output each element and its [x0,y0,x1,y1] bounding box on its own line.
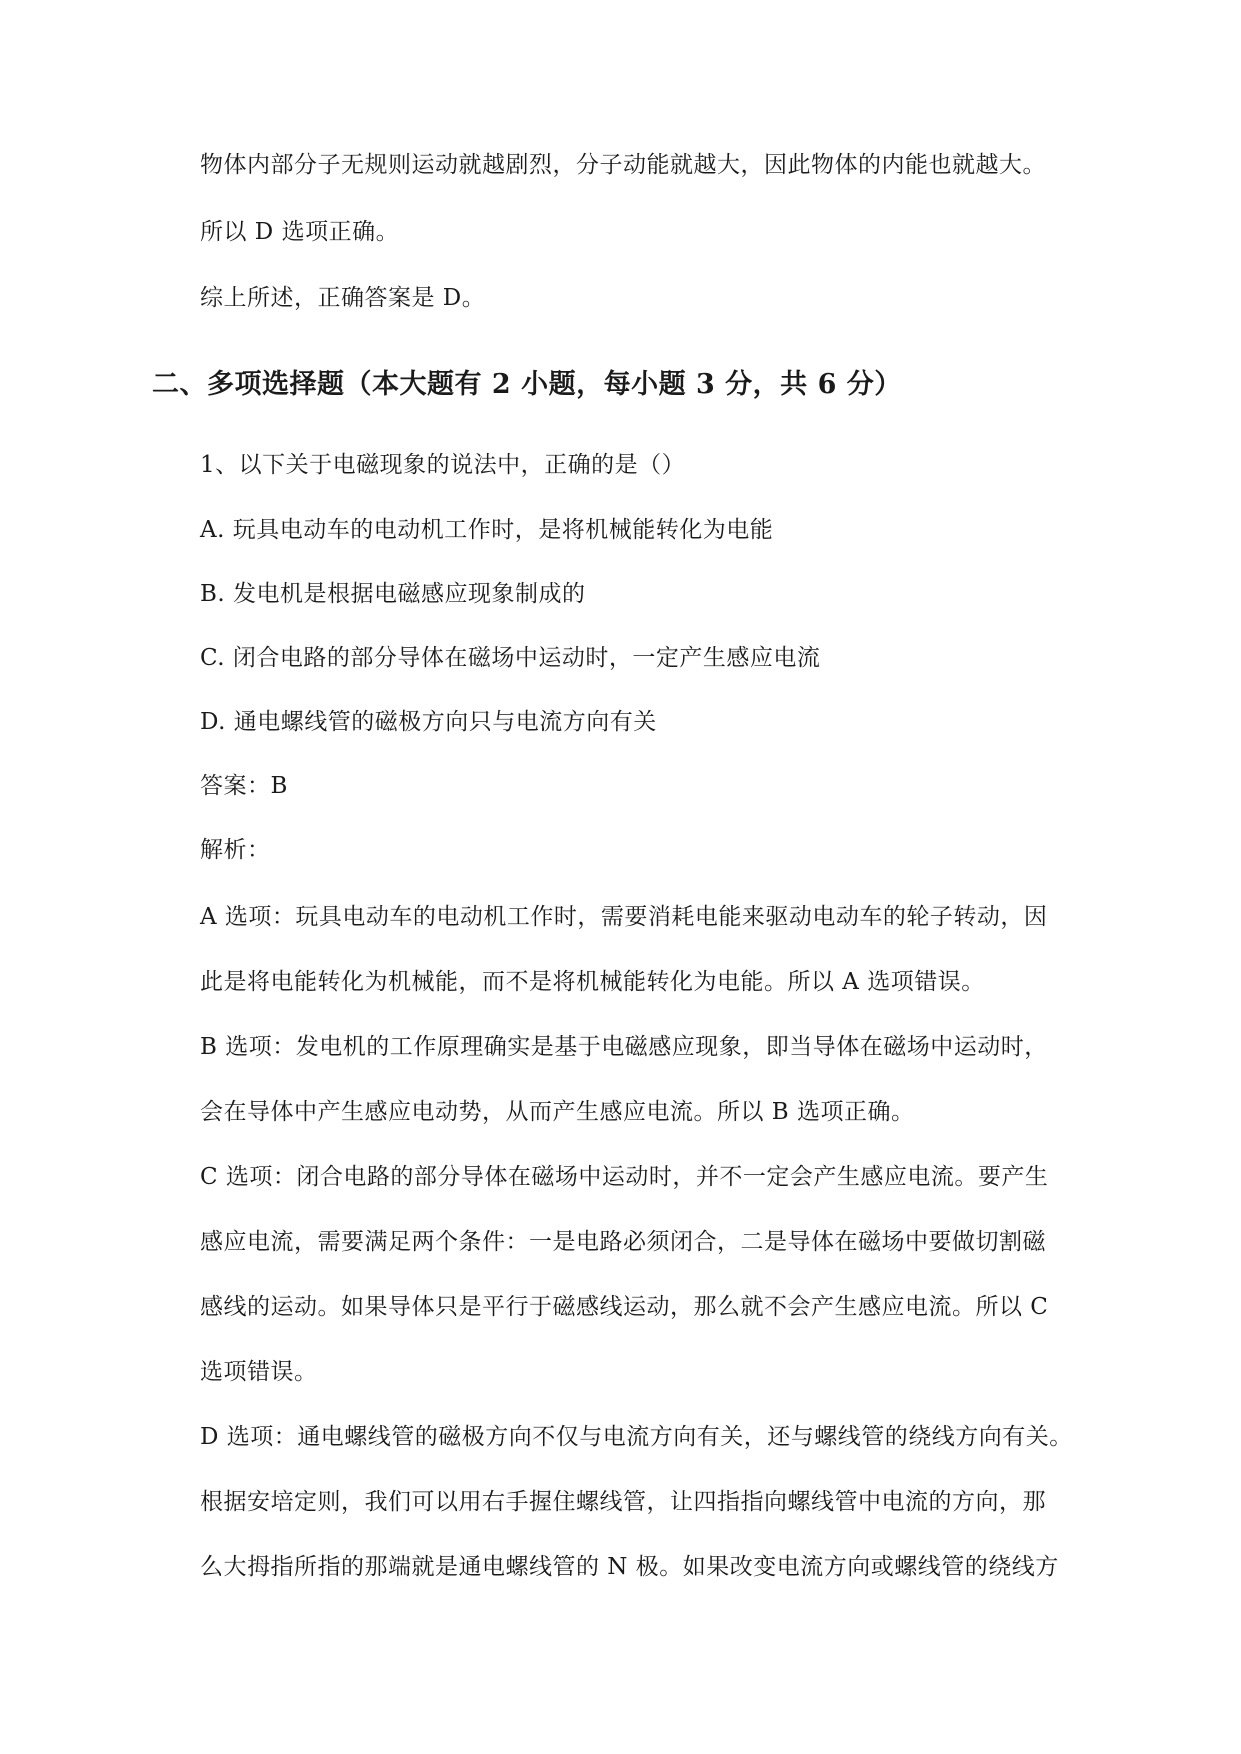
analysis-line-2: 此是将电能转化为机械能，而不是将机械能转化为电能。所以 A 选项错误。 [200,969,985,995]
analysis-line-9: D 选项：通电螺线管的磁极方向不仅与电流方向有关，还与螺线管的绕线方向有关。 [200,1424,1073,1450]
section-heading: 二、多项选择题（本大题有 2 小题，每小题 3 分，共 6 分） [152,369,902,400]
prev-explanation-line-2: 所以 D 选项正确。 [200,219,400,245]
answer: 答案：B [200,773,288,799]
analysis-label: 解析： [200,837,271,863]
question-stem: 1、以下关于电磁现象的说法中，正确的是（） [200,452,686,478]
analysis-line-11: 么大拇指所指的那端就是通电螺线管的 N 极。如果改变电流方向或螺线管的绕线方 [200,1554,1059,1580]
option-a: A. 玩具电动车的电动机工作时，是将机械能转化为电能 [200,517,774,543]
analysis-line-7: 感线的运动。如果导体只是平行于磁感线运动，那么就不会产生感应电流。所以 C [200,1294,1049,1320]
option-c: C. 闭合电路的部分导体在磁场中运动时，一定产生感应电流 [200,645,821,671]
prev-explanation-line-1: 物体内部分子无规则运动就越剧烈，分子动能就越大，因此物体的内能也就越大。 [200,152,1046,178]
prev-summary: 综上所述，正确答案是 D。 [200,285,486,311]
analysis-line-5: C 选项：闭合电路的部分导体在磁场中运动时，并不一定会产生感应电流。要产生 [200,1164,1049,1190]
analysis-line-8: 选项错误。 [200,1359,318,1385]
analysis-line-4: 会在导体中产生感应电动势，从而产生感应电流。所以 B 选项正确。 [200,1099,915,1125]
analysis-line-3: B 选项：发电机的工作原理确实是基于电磁感应现象，即当导体在磁场中运动时， [200,1034,1048,1060]
option-b: B. 发电机是根据电磁感应现象制成的 [200,581,586,607]
analysis-line-10: 根据安培定则，我们可以用右手握住螺线管，让四指指向螺线管中电流的方向，那 [200,1489,1046,1515]
option-d: D. 通电螺线管的磁极方向只与电流方向有关 [200,709,657,735]
analysis-line-1: A 选项：玩具电动车的电动机工作时，需要消耗电能来驱动电动车的轮子转动，因 [200,904,1048,930]
analysis-line-6: 感应电流，需要满足两个条件：一是电路必须闭合，二是导体在磁场中要做切割磁 [200,1229,1046,1255]
